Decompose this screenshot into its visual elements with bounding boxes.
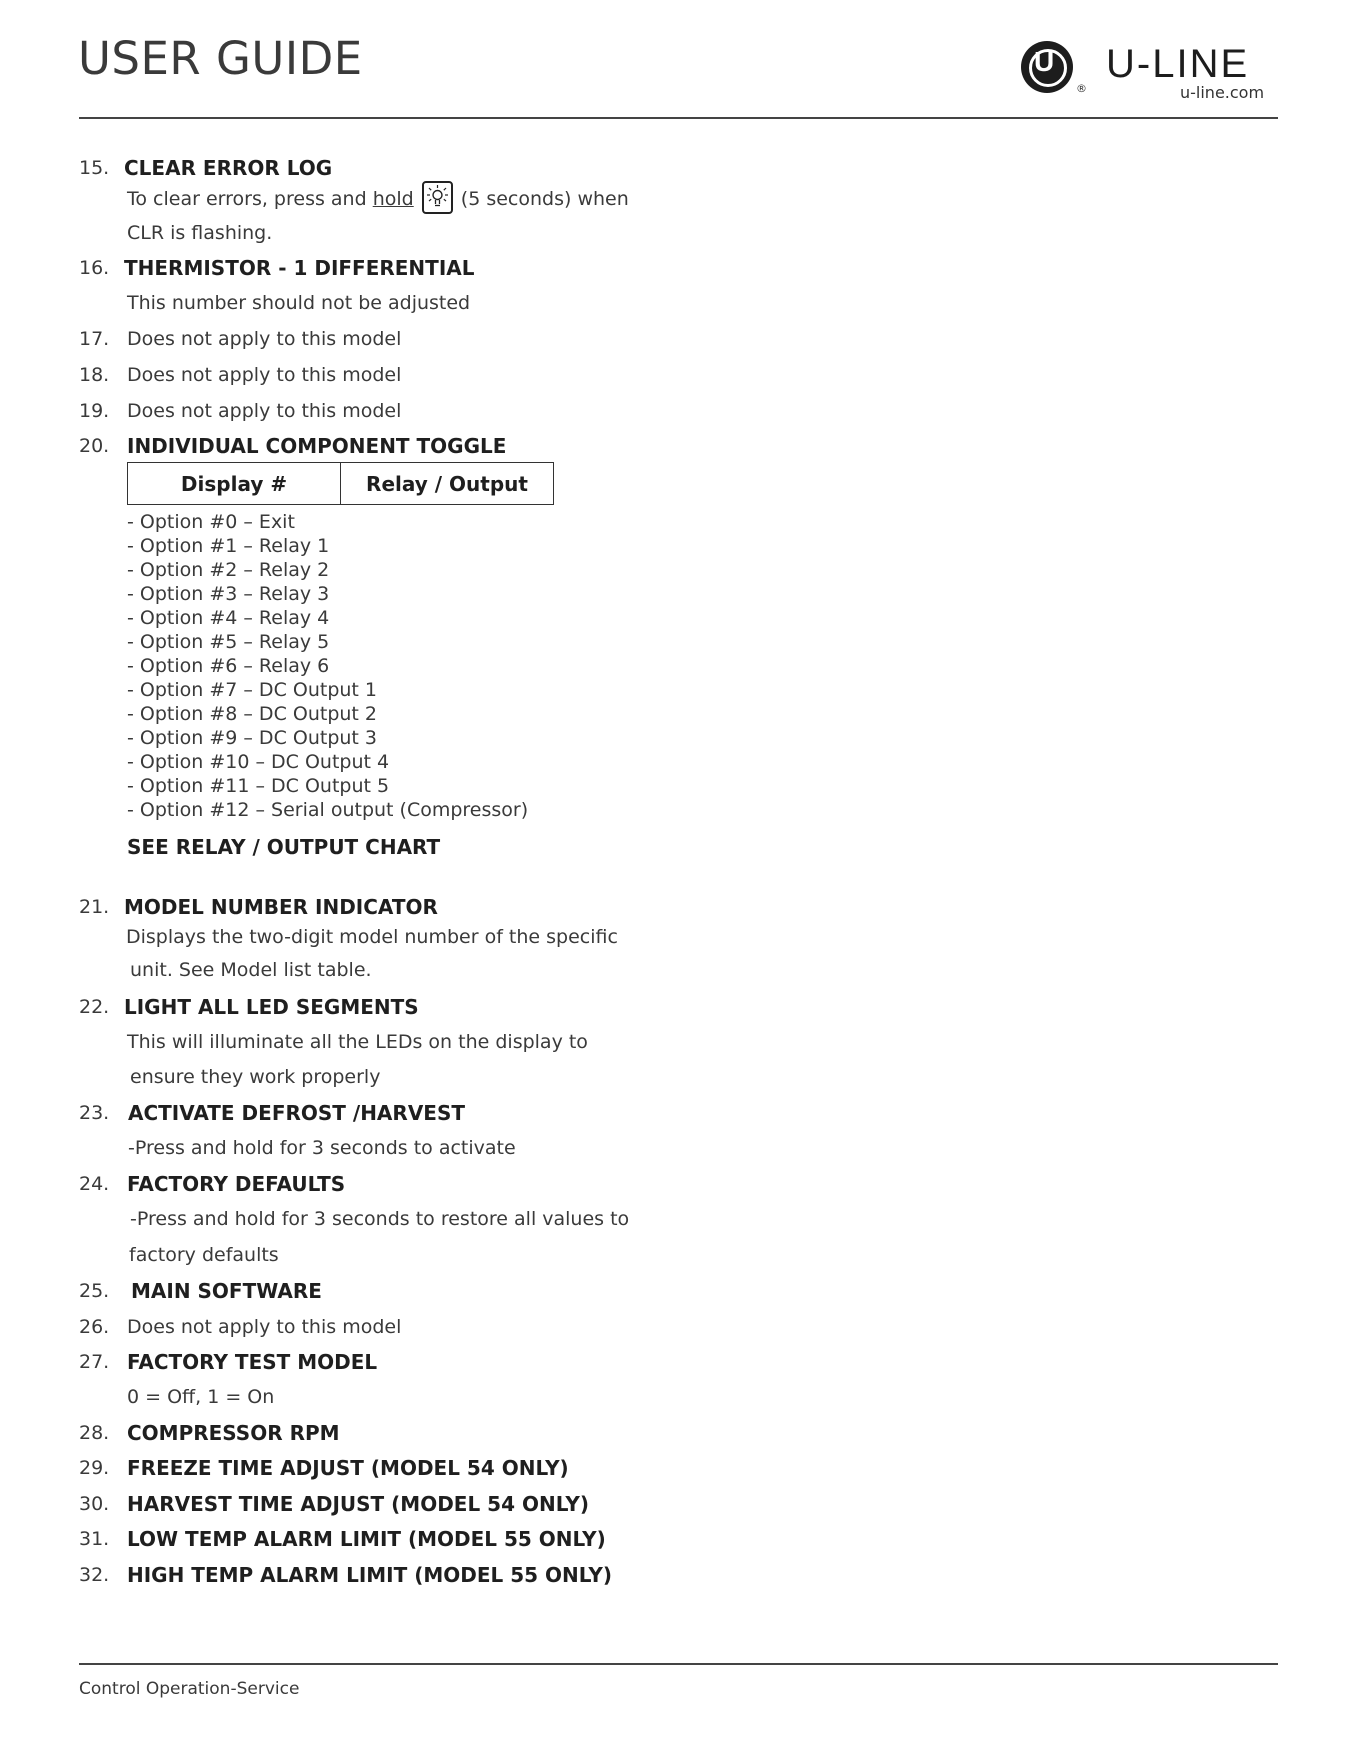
item-number: 29. — [79, 1457, 110, 1479]
table-header-display: Display # — [128, 463, 341, 505]
clear-error-instruction-line2: CLR is flashing. — [127, 222, 273, 244]
item-heading-defrost: ACTIVATE DEFROST /HARVEST — [128, 1101, 466, 1125]
page-title: USER GUIDE — [78, 32, 363, 85]
option-list-item: - Option #4 – Relay 4 — [127, 607, 330, 629]
item-heading-harvest-time: HARVEST TIME ADJUST (MODEL 54 ONLY) — [127, 1492, 589, 1516]
item-number: 15. — [79, 157, 110, 179]
light-bulb-icon — [422, 181, 453, 214]
footer-rule — [79, 1663, 1278, 1665]
item-heading-clear-error-log: CLEAR ERROR LOG — [124, 156, 333, 180]
item-description: -Press and hold for 3 seconds to activate — [128, 1137, 516, 1159]
item-number: 32. — [79, 1564, 110, 1586]
item-description: Does not apply to this model — [127, 364, 402, 386]
brand-name: U-LINE — [1106, 42, 1250, 86]
item-description: Does not apply to this model — [127, 328, 402, 350]
item-heading-main-software: MAIN SOFTWARE — [131, 1279, 322, 1303]
item-number: 18. — [79, 364, 110, 386]
item-number: 27. — [79, 1351, 110, 1373]
item-description: -Press and hold for 3 seconds to restore all values to — [130, 1208, 630, 1230]
item-description: Displays the two-digit model number of the specific — [126, 926, 618, 948]
relay-output-table — [127, 462, 554, 505]
item-description: This will illuminate all the LEDs on the display to — [127, 1031, 588, 1053]
hold-text: hold — [372, 188, 414, 210]
item-number: 31. — [79, 1528, 110, 1550]
option-list-item: - Option #3 – Relay 3 — [127, 583, 330, 605]
instruction-text: To clear errors, press and — [127, 188, 373, 210]
item-heading-light-led: LIGHT ALL LED SEGMENTS — [124, 995, 419, 1019]
option-list-item: - Option #0 – Exit — [127, 511, 295, 533]
item-heading-thermistor: THERMISTOR - 1 DIFFERENTIAL — [124, 256, 475, 280]
item-heading-compressor-rpm: COMPRESSOR RPM — [127, 1421, 340, 1445]
item-heading-model-number: MODEL NUMBER INDICATOR — [124, 895, 438, 919]
item-description: 0 = Off, 1 = On — [127, 1386, 275, 1408]
item-heading-high-temp-alarm: HIGH TEMP ALARM LIMIT (MODEL 55 ONLY) — [127, 1563, 613, 1587]
item-number: 30. — [79, 1493, 110, 1515]
item-number: 20. — [79, 435, 110, 457]
option-list-item: - Option #7 – DC Output 1 — [127, 679, 377, 701]
item-number: 23. — [79, 1102, 110, 1124]
item-number: 25. — [79, 1280, 110, 1302]
item-description-line2: ensure they work properly — [130, 1066, 381, 1088]
item-description: This number should not be adjusted — [127, 292, 471, 314]
item-heading-low-temp-alarm: LOW TEMP ALARM LIMIT (MODEL 55 ONLY) — [127, 1527, 606, 1551]
option-list-item: - Option #6 – Relay 6 — [127, 655, 330, 677]
item-heading-factory-defaults: FACTORY DEFAULTS — [127, 1172, 346, 1196]
option-list-item: - Option #2 – Relay 2 — [127, 559, 330, 581]
item-number: 17. — [79, 328, 110, 350]
item-description: Does not apply to this model — [127, 1316, 402, 1338]
item-number: 26. — [79, 1316, 110, 1338]
footer-text: Control Operation-Service — [79, 1679, 300, 1699]
registered-mark: ® — [1076, 82, 1087, 95]
option-list-item: - Option #9 – DC Output 3 — [127, 727, 377, 749]
item-description-line2: unit. See Model list table. — [130, 959, 372, 981]
u-line-logo-icon — [1021, 41, 1073, 93]
item-number: 24. — [79, 1173, 110, 1195]
clear-error-instruction — [127, 180, 629, 218]
item-heading-freeze-time: FREEZE TIME ADJUST (MODEL 54 ONLY) — [127, 1456, 569, 1480]
header-rule — [79, 117, 1278, 119]
option-list-item: - Option #12 – Serial output (Compressor) — [127, 799, 529, 821]
table-header-relay-output: Relay / Output — [341, 463, 554, 505]
item-number: 19. — [79, 400, 110, 422]
option-list-item: - Option #10 – DC Output 4 — [127, 751, 390, 773]
item-number: 22. — [79, 996, 110, 1018]
option-list-item: - Option #11 – DC Output 5 — [127, 775, 390, 797]
instruction-text-after: (5 seconds) when — [454, 188, 629, 210]
item-number: 16. — [79, 257, 110, 279]
item-description-line2: factory defaults — [129, 1244, 279, 1266]
item-number: 28. — [79, 1422, 110, 1444]
logo-letter: U — [1034, 46, 1055, 77]
see-chart-reference: SEE RELAY / OUTPUT CHART — [127, 835, 441, 859]
website-label: u-line.com — [1180, 83, 1265, 102]
item-heading-component-toggle: INDIVIDUAL COMPONENT TOGGLE — [127, 434, 507, 458]
item-number: 21. — [79, 896, 110, 918]
option-list-item: - Option #5 – Relay 5 — [127, 631, 330, 653]
option-list-item: - Option #1 – Relay 1 — [127, 535, 330, 557]
item-description: Does not apply to this model — [127, 400, 402, 422]
item-heading-factory-test: FACTORY TEST MODEL — [127, 1350, 378, 1374]
option-list-item: - Option #8 – DC Output 2 — [127, 703, 377, 725]
